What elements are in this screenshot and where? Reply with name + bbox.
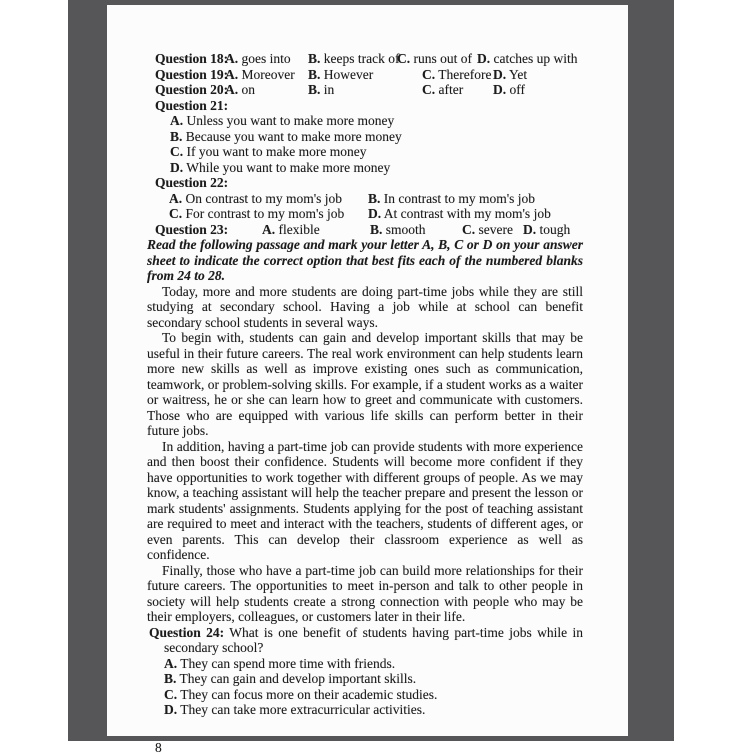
- option-text: flexible: [279, 222, 320, 237]
- option-letter: B.: [308, 82, 320, 97]
- option-b: [308, 82, 334, 98]
- option-b: [368, 191, 535, 207]
- option-letter: B.: [164, 671, 176, 686]
- option-c: [462, 222, 513, 238]
- option-letter: B.: [308, 67, 320, 82]
- question-label: Question 19:: [155, 67, 228, 83]
- page-content: [147, 51, 583, 755]
- option-a: [225, 51, 291, 67]
- option-text: Moreover: [242, 67, 295, 82]
- page-backdrop: [68, 0, 674, 741]
- option-text: However: [324, 67, 373, 82]
- option-text: Yet: [509, 67, 527, 82]
- option-c: [169, 206, 344, 222]
- option-letter: D.: [164, 702, 177, 717]
- option-text: If you want to make more money: [187, 144, 367, 159]
- option-b: [147, 129, 583, 145]
- option-letter: B.: [308, 51, 320, 66]
- question-24: [147, 625, 583, 656]
- option-text: They can take more extracurricular activities.: [180, 702, 425, 717]
- option-a: [169, 191, 342, 207]
- option-b: [308, 67, 373, 83]
- option-text: Unless you want to make more money: [187, 113, 395, 128]
- question-label: Question 20:: [155, 82, 228, 98]
- option-b: [147, 671, 583, 687]
- option-a: [262, 222, 320, 238]
- option-c: [147, 687, 583, 703]
- option-text: severe: [479, 222, 513, 237]
- option-d: [523, 222, 570, 238]
- option-letter: A.: [225, 82, 238, 97]
- option-letter: C.: [422, 82, 435, 97]
- option-b: [308, 51, 399, 67]
- option-text: They can gain and develop important skills.: [180, 671, 417, 686]
- section-instructions: Read the following passage and mark your letter A, B, C or D on your answer sheet to indicate the correct option that best fits each of the numbered blanks from 24 to 28.: [147, 237, 583, 284]
- option-letter: D.: [170, 160, 183, 175]
- option-text: in: [324, 82, 335, 97]
- option-letter: B.: [370, 222, 382, 237]
- option-text: Therefore: [438, 67, 491, 82]
- option-c: [147, 144, 583, 160]
- option-letter: C.: [462, 222, 475, 237]
- page-number: 8: [147, 740, 583, 755]
- option-letter: A.: [225, 51, 238, 66]
- option-text: They can spend more time with friends.: [180, 656, 395, 671]
- question-label: Question 18:: [155, 51, 228, 67]
- passage-paragraph-3: In addition, having a part-time job can provide students with more experience and then boost their confidence. Students will become more confident if they have opportunities to work together with different groups of people. As we may know, a teaching assistant will help the teacher prepare and present the lesson or mark students' assignments. Students applying for the post of teaching assistant are required to meet and interact with the teachers, students of different ages, or even parents. This can develop their classroom experience as well as confidence.: [147, 439, 583, 563]
- passage-paragraph-1: Today, more and more students are doing part-time jobs while they are still studying at secondary school. Having a job while at school can benefit secondary school students in several ways.: [147, 284, 583, 331]
- option-letter: D.: [368, 206, 381, 221]
- question-21-label: Question 21:: [147, 98, 583, 114]
- option-letter: D.: [523, 222, 536, 237]
- option-letter: C.: [397, 51, 410, 66]
- option-text: In contrast to my mom's job: [384, 191, 535, 206]
- option-text: At contrast with my mom's job: [384, 206, 551, 221]
- option-a: [225, 67, 295, 83]
- option-text: Because you want to make more money: [186, 129, 402, 144]
- option-letter: D.: [477, 51, 490, 66]
- question-row-23: [147, 222, 583, 238]
- option-letter: D.: [493, 82, 506, 97]
- option-letter: A.: [262, 222, 275, 237]
- option-d: [477, 51, 577, 67]
- option-a: [225, 82, 255, 98]
- option-letter: C.: [170, 144, 183, 159]
- option-letter: D.: [493, 67, 506, 82]
- question-row-20: [147, 82, 583, 98]
- option-text: tough: [540, 222, 571, 237]
- document-page: [107, 5, 628, 736]
- option-text: keeps track of: [324, 51, 400, 66]
- question-22-options-row-1: [147, 191, 583, 207]
- passage-paragraph-4: Finally, those who have a part-time job can build more relationships for their future careers. The opportunities to meet in-person and talk to other people in society will help students create a strong connection with people who may be their employers, colleagues, or customers later in their life.: [147, 563, 583, 625]
- option-letter: A.: [169, 191, 182, 206]
- option-letter: C.: [422, 67, 435, 82]
- option-letter: B.: [368, 191, 380, 206]
- question-row-19: [147, 67, 583, 83]
- option-d: [368, 206, 551, 222]
- option-a: [147, 656, 583, 672]
- option-letter: A.: [170, 113, 183, 128]
- option-text: smooth: [386, 222, 426, 237]
- option-c: [422, 67, 491, 83]
- option-text: after: [439, 82, 464, 97]
- option-text: While you want to make more money: [186, 160, 390, 175]
- option-d: [493, 67, 527, 83]
- option-letter: B.: [170, 129, 182, 144]
- option-text: on: [242, 82, 256, 97]
- question-label: Question 24:: [149, 625, 224, 640]
- option-text: On contrast to my mom's job: [186, 191, 343, 206]
- option-text: For contrast to my mom's job: [186, 206, 345, 221]
- option-c: [422, 82, 463, 98]
- option-d: [147, 160, 583, 176]
- option-text: off: [510, 82, 526, 97]
- option-d: [147, 702, 583, 718]
- question-row-18: [147, 51, 583, 67]
- option-text: runs out of: [414, 51, 473, 66]
- question-text: What is one benefit of students having part-time jobs while in secondary school?: [164, 625, 583, 656]
- option-text: They can focus more on their academic studies.: [180, 687, 437, 702]
- question-22-label: Question 22:: [147, 175, 583, 191]
- option-text: goes into: [242, 51, 291, 66]
- option-text: catches up with: [494, 51, 578, 66]
- option-letter: A.: [225, 67, 238, 82]
- option-letter: A.: [164, 656, 177, 671]
- option-letter: C.: [169, 206, 182, 221]
- option-b: [370, 222, 426, 238]
- option-letter: C.: [164, 687, 177, 702]
- question-22-options-row-2: [147, 206, 583, 222]
- option-d: [493, 82, 525, 98]
- question-label: Question 23:: [155, 222, 228, 238]
- option-c: [397, 51, 472, 67]
- passage-paragraph-2: To begin with, students can gain and develop important skills that may be useful in their future careers. The real work environment can help students learn more new skills as well as improve existing ones such as communication, teamwork, or problem-solving skills. For example, if a student works as a waiter or waitress, he or she can learn how to greet and communicate with customers. Those who are equipped with various life skills can perform better in their future jobs.: [147, 330, 583, 439]
- option-a: [147, 113, 583, 129]
